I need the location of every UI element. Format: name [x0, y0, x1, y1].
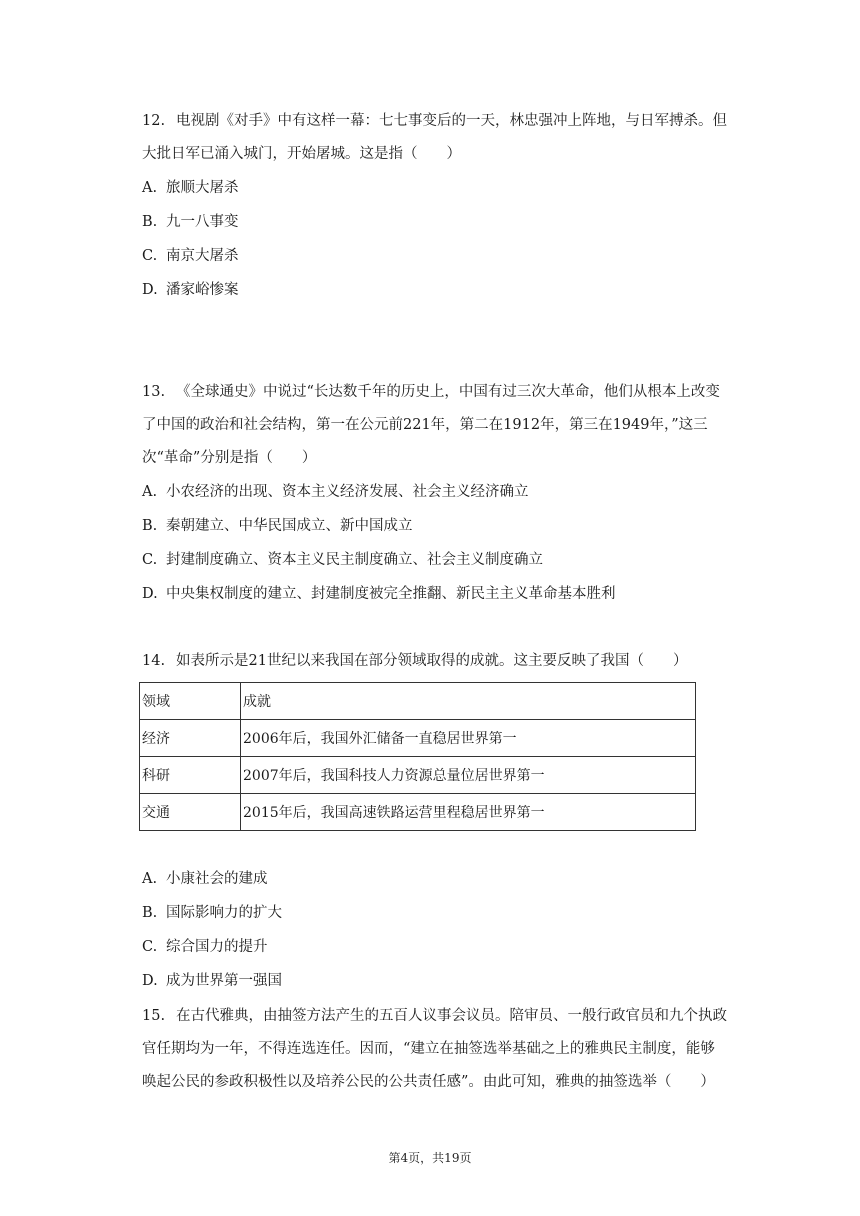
option-d[interactable] — [142, 577, 754, 611]
table-cell: 2006年后，我国外汇储备一直稳居世界第一 — [241, 720, 696, 757]
option-letter: D. — [142, 282, 158, 298]
question-stem — [142, 645, 754, 678]
option-letter: D. — [142, 586, 158, 602]
question-13 — [142, 376, 754, 611]
option-text: 小农经济的出现、资本主义经济发展、社会主义经济确立 — [166, 484, 529, 500]
option-text: 旅顺大屠杀 — [166, 180, 239, 196]
option-letter: B. — [142, 905, 158, 921]
question-number: 14. — [142, 653, 166, 669]
option-b[interactable] — [142, 896, 754, 930]
option-text: 潘家峪惨案 — [166, 282, 239, 298]
option-b[interactable] — [142, 509, 754, 543]
option-text: 成为世界第一强国 — [166, 973, 282, 989]
question-12 — [142, 105, 754, 307]
table-cell: 经济 — [140, 720, 241, 757]
option-letter: D. — [142, 973, 158, 989]
stem-line: 如表所示是21世纪以来我国在部分领域取得的成就。这主要反映了我国（ ） — [176, 653, 688, 669]
option-text: 中央集权制度的建立、封建制度被完全推翻、新民主主义革命基本胜利 — [166, 586, 616, 602]
table-cell: 交通 — [140, 794, 241, 831]
stem-line: 唤起公民的参政积极性以及培养公民的公共责任感”。由此可知，雅典的抽签选举（ ） — [142, 1074, 715, 1090]
table-cell: 2007年后，我国科技人力资源总量位居世界第一 — [241, 757, 696, 794]
question-14 — [142, 645, 754, 831]
question-stem — [142, 105, 754, 138]
question-stem — [142, 376, 754, 409]
stem-line: 大批日军已涌入城门，开始屠城。这是指（ ） — [142, 146, 461, 162]
option-letter: A. — [142, 484, 158, 500]
option-text: 国际影响力的扩大 — [166, 905, 282, 921]
table-header-row — [140, 683, 696, 720]
stem-line: 次“革命”分别是指（ ） — [142, 450, 317, 466]
option-a[interactable] — [142, 862, 754, 896]
option-text: 综合国力的提升 — [166, 939, 268, 955]
option-c[interactable] — [142, 239, 754, 273]
table-row — [140, 720, 696, 757]
table-cell: 科研 — [140, 757, 241, 794]
option-letter: C. — [142, 552, 158, 568]
option-letter: B. — [142, 214, 158, 230]
option-a[interactable] — [142, 171, 754, 205]
option-text: 小康社会的建成 — [166, 871, 268, 887]
table-row — [140, 757, 696, 794]
option-letter: B. — [142, 518, 158, 534]
option-letter: C. — [142, 939, 158, 955]
table-row — [140, 794, 696, 831]
option-text: 封建制度确立、资本主义民主制度确立、社会主义制度确立 — [166, 552, 543, 568]
table-header-cell: 领域 — [140, 683, 241, 720]
option-d[interactable] — [142, 273, 754, 307]
option-a[interactable] — [142, 475, 754, 509]
option-text: 南京大屠杀 — [166, 248, 239, 264]
table-cell: 2015年后，我国高速铁路运营里程稳居世界第一 — [241, 794, 696, 831]
stem-line: 电视剧《对手》中有这样一幕：七七事变后的一天，林忠强冲上阵地，与日军搏杀。但 — [176, 113, 727, 129]
stem-line: 了中国的政治和社会结构，第一在公元前221年，第二在1912年，第三在1949年，”这三 — [142, 417, 708, 433]
question-stem — [142, 1000, 754, 1033]
option-text: 九一八事变 — [166, 214, 239, 230]
option-b[interactable] — [142, 205, 754, 239]
stem-line: 官任期均为一年，不得连选连任。因而，“建立在抽签选举基础之上的雅典民主制度，能够 — [142, 1041, 715, 1057]
option-letter: A. — [142, 871, 158, 887]
page-footer: 第4页，共19页 — [388, 1151, 472, 1165]
question-14-options — [142, 862, 754, 998]
question-15 — [142, 1000, 754, 1099]
option-text: 秦朝建立、中华民国成立、新中国成立 — [166, 518, 413, 534]
table-header-cell: 成就 — [241, 683, 696, 720]
option-letter: A. — [142, 180, 158, 196]
option-c[interactable] — [142, 543, 754, 577]
stem-line: 在古代雅典，由抽签方法产生的五百人议事会议员。陪审员、一般行政官员和九个执政 — [176, 1008, 727, 1024]
option-c[interactable] — [142, 930, 754, 964]
question-number: 15. — [142, 1008, 166, 1024]
question-number: 12. — [142, 113, 166, 129]
achievements-table — [139, 682, 696, 831]
option-d[interactable] — [142, 964, 754, 998]
option-letter: C. — [142, 248, 158, 264]
question-number: 13. — [142, 384, 166, 400]
stem-line: 《全球通史》中说过“长达数千年的历史上，中国有过三次大革命，他们从根本上改变 — [176, 384, 720, 400]
